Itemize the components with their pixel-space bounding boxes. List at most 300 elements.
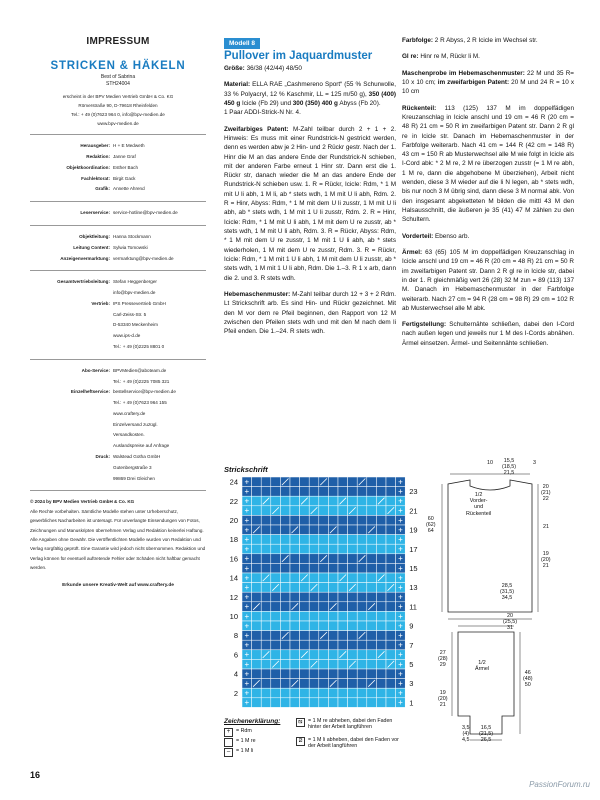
impressum-row (30, 398, 206, 409)
label-line: 21 (439, 702, 446, 709)
legend-title: Zeichenerklärung: (224, 718, 281, 725)
chart-cell (280, 525, 290, 535)
chart-cell (290, 688, 300, 698)
sleeve-label: Ärmel: (402, 248, 423, 256)
chart-cell (376, 611, 386, 621)
impressum-row (30, 232, 206, 243)
two-color-paragraph (224, 125, 396, 283)
chart-cell (348, 554, 358, 564)
sleeve-top-label (503, 613, 517, 632)
edge-stitch-symbol: + (398, 650, 403, 660)
legend-symbol: ⧄ (296, 737, 305, 746)
chart-cell (367, 487, 377, 497)
front-label: Vorderteil: (402, 232, 434, 240)
watermark: PassionForum.ru (529, 780, 590, 789)
impressum-row (30, 254, 206, 265)
edge-stitch-symbol: + (398, 583, 403, 592)
impressum-value[interactable]: service-hotline@bpv-medien.de (113, 210, 178, 216)
impressum-row (30, 141, 206, 152)
chart-cell (252, 535, 262, 545)
chart-cell (376, 583, 386, 593)
chart-cell (271, 698, 281, 708)
chart-cell (328, 477, 338, 487)
chart-cell (280, 544, 290, 554)
impressum-key (30, 331, 113, 342)
chart-row-label: 4 (233, 669, 238, 679)
chart-cell (357, 525, 367, 535)
chart-cell (271, 554, 281, 564)
impressum-key: Vertrieb: (91, 300, 110, 306)
label-line: 16,5 (480, 725, 492, 731)
chart-cell (280, 679, 290, 689)
chart-cell (328, 698, 338, 708)
body-top-right-label: 3 (533, 460, 536, 466)
edge-stitch-symbol: + (244, 506, 250, 516)
chart-cell (309, 496, 319, 506)
chart-cell (290, 659, 300, 669)
legend-item-slip-front (296, 737, 406, 749)
impressum-value: Janne Graf (113, 154, 136, 160)
impressum-value[interactable]: vermarktung@bpv-medien.de (113, 255, 174, 261)
chart-cell (367, 688, 377, 698)
chart-cell (300, 688, 310, 698)
chart-cell (367, 669, 377, 679)
impressum-key: Anzeigenvermarktung: (60, 255, 110, 261)
chart-cell (290, 573, 300, 583)
legend-item-knit (224, 738, 256, 747)
edge-stitch-symbol: + (244, 563, 250, 573)
chart-cell (290, 496, 300, 506)
label-line: 21,5 (503, 470, 515, 477)
instructions-left (224, 64, 396, 343)
chart-cell (280, 640, 290, 650)
edge-stitch-symbol: + (398, 535, 403, 544)
farbfolge-paragraph (402, 36, 574, 45)
size-schematic (410, 462, 580, 752)
finish-label: Fertigstellung: (402, 321, 447, 329)
impressum-row (30, 420, 206, 431)
chart-cell (261, 563, 271, 573)
impressum-value: D-53340 Meckenheim (113, 322, 158, 328)
chart-cell (376, 669, 386, 679)
impressum-key (30, 320, 113, 331)
chart-cell (319, 525, 329, 535)
chart-cell (376, 679, 386, 689)
label-line: (25,5) (503, 619, 518, 626)
chart-cell (261, 554, 271, 564)
abo-list (30, 366, 206, 485)
chart-cell (348, 563, 358, 573)
chart-cell (348, 640, 358, 650)
chart-row-label: 3 (409, 679, 414, 689)
chart-cell (252, 573, 262, 583)
impressum-value[interactable]: BPVMedien@aboteam.de (113, 367, 167, 373)
finish-text: Schulternähte schließen, dabei den I-Cord nach außen legen und jeweils nur 1 M des I-Cords abnähen. Ärmel einsetzen. Ärmel- und Seitennähte schließen. (402, 321, 574, 347)
chart-cell (252, 544, 262, 554)
chart-row-label: 21 (409, 506, 418, 516)
chart-cell (357, 679, 367, 689)
chart-cell (357, 563, 367, 573)
impressum-row (30, 277, 206, 288)
chart-cell (386, 496, 396, 506)
chart-cell (386, 515, 396, 525)
edge-stitch-symbol: + (398, 611, 403, 621)
chart-cell (348, 535, 358, 545)
chart-cell (348, 592, 358, 602)
label-line: 21 (542, 563, 549, 570)
chart-cell (376, 602, 386, 612)
material-amount-1: 350 (400) 450 g (224, 90, 397, 107)
chart-cell (338, 611, 348, 621)
edge-stitch-symbol: + (244, 611, 250, 621)
chart-cell (290, 487, 300, 497)
chart-cell (261, 506, 271, 516)
impressum-value: H + E Medweth (113, 143, 145, 149)
gl-label: Gl re: (402, 53, 419, 61)
chart-cell (357, 535, 367, 545)
chart-cell (300, 477, 310, 487)
chart-cell (357, 544, 367, 554)
chart-cell (376, 535, 386, 545)
chart-cell (290, 592, 300, 602)
farbfolge-label: Farbfolge: (402, 37, 434, 44)
two-color-text: M-Zahl teilbar durch 2 + 1 + 2. Hinweis: Es muss mit einer Rundstrick-N gestrickt werden, denn es werden abw je 2 Hin- und 2 Rückr gestr. Nach der 1. Hinr die M an das andere Ende der Rundstrick-N schieben, mit der anderen Farbe erneut 1 Hinr str. Dann erst die 1. Rückr str, danach wieder die M an das andere Ende der Rundstrick-N schieben usw. 1. R = Rückr, Icicle: Rdm, * 1 M mit U li abh, 1 M li, ab * stets wdh, 1 M mit U li abh, Rdm. 2. R = Hinr, Abyss: Rdm, * 1 M mit dem U li zusstr, 1 M mit U li abh, ab * stets wdh, 1 M mit 1 U li zusstr, Rdm. 2. R = Hinr, Icicle: Rdm, * 1 M mit U li abh, 1 M mit dem U re zusstr, ab * stets wdh, 1 M mit U li abh, Rdm. 3. R = Rückr, Abyss: Rdm, * 1 M mit dem U re zusstr, 1 M mit 1 U li abh, ab * stets wiederholen, 1 M mit dem U re zusstr, Rdm. 3. R = Rückr, Icicle: Rdm, * 1 M mit 1 U li abh, 1 M mit dem U li zusstr, ab * stets wdh, 1 M mit 1 U li abh, Rdm. Die 1.–3. R 1 x arb, dann die 2. und 3. R stets wdh. (224, 125, 396, 282)
chart-cell (252, 583, 262, 593)
explore-link[interactable]: Erkunde unsere Kreativ-Welt auf www.craftery.de (62, 582, 174, 588)
service-list (30, 208, 206, 219)
chart-cell (300, 640, 310, 650)
chart-cell (252, 659, 262, 669)
impressum-value[interactable]: www.craftery.de (113, 410, 146, 416)
impressum-row (30, 288, 206, 299)
impressum (30, 36, 206, 589)
sleeve-bottom-left-label (462, 725, 470, 744)
chart-cell (367, 592, 377, 602)
chart-cell (290, 621, 300, 631)
gl-text: Hinr re M, Rückr li M. (420, 53, 480, 61)
body-bottom-label (500, 583, 514, 602)
impressum-row (30, 208, 206, 219)
impressum-value[interactable]: bestellservice@bpv-medien.de (113, 389, 176, 395)
chart-cell (328, 535, 338, 545)
legend-text: = Rdm (236, 728, 252, 734)
hebe-paragraph (224, 290, 396, 337)
sleeve-paragraph (402, 248, 574, 313)
chart-cell (252, 611, 262, 621)
chart-cell (357, 640, 367, 650)
material-amount-2: 300 (350) 400 g (292, 99, 338, 107)
chart-cell (386, 544, 396, 554)
chart-cell (386, 525, 396, 535)
chart-cell (328, 611, 338, 621)
chart-cell (309, 640, 319, 650)
chart-cell (386, 698, 396, 708)
chart-cell (348, 611, 358, 621)
chart-cell (261, 698, 271, 708)
chart-cell (386, 688, 396, 698)
sleeve-left-bottom-label (438, 690, 448, 709)
body-top-mid-label (502, 458, 516, 477)
chart-cell (280, 621, 290, 631)
chart-cell (338, 554, 348, 564)
chart-cell (271, 477, 281, 487)
edge-stitch-symbol: + (244, 525, 250, 535)
chart-cell (376, 525, 386, 535)
chart-cell (280, 515, 290, 525)
label-line: 4,5 (462, 737, 470, 744)
chart-row-label: 9 (409, 621, 414, 631)
chart-cell (309, 554, 319, 564)
chart-cell (319, 515, 329, 525)
chart-cell (319, 592, 329, 602)
sales-list (30, 277, 206, 352)
chart-cell (280, 650, 290, 660)
impressum-value[interactable]: info@bpv-medien.de (113, 290, 156, 296)
edge-stitch-symbol: + (244, 679, 250, 688)
chart-cell (300, 679, 310, 689)
edge-stitch-symbol: + (244, 640, 250, 650)
chart-row-label: 18 (229, 535, 238, 545)
impressum-value: Tel.: + 49 (0)2225 7085 321 (113, 378, 170, 384)
chart-cell (319, 535, 329, 545)
impressum-row (30, 441, 206, 452)
publisher-block (30, 93, 206, 128)
chart-cell (338, 698, 348, 708)
label-line: 29 (439, 662, 446, 669)
chart-cell (271, 496, 281, 506)
chart-cell (252, 631, 262, 641)
chart-cell (357, 573, 367, 583)
chart-cell (328, 487, 338, 497)
chart-cell (328, 592, 338, 602)
material-text: ELLA RAE „Cashmereno Sport“ (55 % Schurwolle, 33 % Polyacryl, 12 % Kaschmir, LL = 125 m/50 g), (224, 81, 397, 98)
edge-stitch-symbol: + (244, 669, 250, 679)
impressum-key (30, 377, 113, 388)
size-paragraph (224, 64, 396, 73)
label-line: 3,5 (462, 725, 470, 731)
chart-cell (252, 515, 262, 525)
chart-cell (261, 487, 271, 497)
sleeve-bottom-label (479, 725, 493, 744)
label-line: (20) (541, 557, 551, 564)
impressum-key: Einzelheftservice: (70, 389, 110, 395)
legend-item-purl (224, 748, 253, 757)
chart-cell (290, 631, 300, 641)
impressum-key (30, 409, 113, 420)
legend-text: = 1 M re abheben, dabei den Faden hinter der Arbeit langführen (308, 718, 393, 731)
back-paragraph (402, 104, 574, 225)
chart-cell (348, 621, 358, 631)
edge-stitch-symbol: + (244, 659, 250, 669)
copyright-title: © 2024 by BPV Medien Vertrieb GmbH & Co. KG (30, 499, 135, 505)
impressum-value: Tel.: + 49 (0)7623 964 155 (113, 400, 167, 406)
chart-cell (367, 506, 377, 516)
legend-text: = 1 M li (236, 748, 254, 754)
edge-stitch-symbol: + (244, 515, 250, 525)
chart-cell (338, 506, 348, 516)
impressum-value: Walstead Gotha GmbH (113, 454, 161, 459)
chart-cell (386, 563, 396, 573)
chart-cell (367, 640, 377, 650)
edge-stitch-symbol: + (398, 573, 403, 583)
page-number: 16 (30, 770, 41, 780)
chart-cell (348, 477, 358, 487)
chart-cell (386, 487, 396, 497)
impressum-row (30, 174, 206, 185)
label-line: 27 (439, 650, 446, 656)
impressum-value: Sylwia Tomowski (113, 244, 148, 250)
chart-cell (357, 698, 367, 708)
chart-cell (357, 659, 367, 669)
gauge-patent: im zweifarbigen Patent: (437, 78, 510, 86)
chart-cell (309, 669, 319, 679)
chart-cell (271, 679, 281, 689)
chart-cell (376, 698, 386, 708)
chart-cell (271, 621, 281, 631)
chart-cell (309, 631, 319, 641)
edge-stitch-symbol: + (398, 554, 403, 564)
sleeve-left-label (438, 650, 448, 669)
chart-cell (290, 544, 300, 554)
label-line: (62) (426, 522, 436, 529)
chart-cell (348, 515, 358, 525)
chart-cell (338, 621, 348, 631)
chart-cell (386, 640, 396, 650)
chart-cell (328, 506, 338, 516)
chart-cell (367, 515, 377, 525)
chart-cell (261, 535, 271, 545)
label-line: (21) (541, 490, 551, 497)
impressum-value: Carl-Zeiss-Str. 5 (113, 311, 147, 317)
chart-cell (328, 544, 338, 554)
chart-cell (280, 506, 290, 516)
chart-cell (367, 554, 377, 564)
divider (30, 225, 206, 226)
impressum-row (30, 409, 206, 420)
label-line: (21,5) (479, 731, 494, 738)
chart-cell (319, 669, 329, 679)
impressum-key (30, 463, 113, 474)
impressum-value: Stefan Heggenberger (113, 279, 157, 285)
impressum-row (30, 474, 206, 485)
chart-cell (319, 544, 329, 554)
edge-stitch-symbol: + (398, 602, 403, 612)
chart-cell (348, 573, 358, 583)
impressum-row (30, 463, 206, 474)
chart-row-label: 14 (229, 573, 238, 583)
divider (30, 134, 206, 135)
edge-stitch-symbol: + (244, 496, 250, 506)
label-line: 60 (427, 516, 434, 522)
impressum-value: Annette Ahrend (113, 186, 145, 192)
chart-cell (300, 698, 310, 708)
impressum-row (30, 152, 206, 163)
edge-stitch-symbol: + (244, 477, 250, 487)
chart-cell (338, 602, 348, 612)
chart-cell (328, 573, 338, 583)
chart-row-label: 12 (229, 592, 238, 602)
chart-cell (348, 525, 358, 535)
chart-cell (309, 650, 319, 660)
impressum-value[interactable]: www.ips-d.de (113, 333, 141, 339)
chart-cell (309, 544, 319, 554)
edge-stitch-symbol: + (398, 515, 403, 525)
chart-cell (280, 592, 290, 602)
chart-cell (271, 650, 281, 660)
chart-cell (271, 487, 281, 497)
body-right-mid-label: 21 (543, 524, 549, 530)
chart-cell (328, 631, 338, 641)
chart-cell (386, 669, 396, 679)
hebe-text: M-Zahl teilbar durch 12 + 3 + 2 Rdm. Lt Strickschrift arb. Es sind Hin- und Rückr gezeichnet. Mit den M vor dem re Pfeil beginnen, den Rapport von 12 M zwischen den Pfeilen stets wdh und mit den M nach dem li Pfeil enden. Die 1.–24. R stets wdh. (224, 290, 396, 336)
chart-cell (348, 698, 358, 708)
sleeve-text: 63 (65) 105 M im doppelfädigen Kreuzanschlag in Icicle anschl und 19 cm = 46 R (20 cm = 48 R) 21 cm = 50 R im zweifarbigen Patent str. Dann 2 R gl re in Icicle str, dabei in der 1. R gleichmäßig vert 26 (28) 32 M zun = 89 (113) 137 M. Danach im Hebemaschenmuster in der Farbfolge weiterarb. Nach 27 cm = 94 R (28 cm = 98 R) 29 cm = 102 R ab Musterwechsel alle M abk. (402, 248, 574, 312)
impressum-key (30, 310, 113, 321)
chart-cell (300, 525, 310, 535)
hebe-label: Hebemaschenmuster: (224, 290, 291, 298)
chart-cell (357, 688, 367, 698)
chart-cell (376, 621, 386, 631)
edge-stitch-symbol: + (244, 688, 250, 698)
divider (30, 490, 206, 491)
chart-cell (261, 679, 271, 689)
chart-cell (376, 506, 386, 516)
edge-stitch-symbol: + (398, 563, 403, 573)
staff-list (30, 141, 206, 195)
chart-row-label: 1 (409, 698, 414, 708)
chart-cell (367, 496, 377, 506)
chart-cell (338, 515, 348, 525)
chart-cell (319, 650, 329, 660)
chart-cell (338, 525, 348, 535)
copyright-text: Alle Rechte vorbehalten. Sämtliche Modelle stehen unter Urheberschutz, gewerbliches Nacharbeiten ist untersagt. Für unverlangte Einsendungen von Fotos, Zeichnungen und Manuskripten übernehmen Verlag und Redaktion keinerlei Haftung. Alle Angaben ohne Gewähr. Die veröffentlichten Modelle wurden von Redaktion und Verlag sorgfältig geprüft. Eine Garantie wird jedoch nicht übernommen. Redaktion und Verlag können für eventuell auftretende Fehler oder Schäden nicht haftbar gemacht werden. (30, 508, 206, 571)
chart-cell (309, 573, 319, 583)
chart-cell (367, 583, 377, 593)
chart-cell (319, 621, 329, 631)
edge-stitch-symbol: + (398, 659, 403, 669)
chart-cell (271, 544, 281, 554)
impressum-row (30, 320, 206, 331)
chart-cell (348, 631, 358, 641)
chart-cell (261, 477, 271, 487)
chart-cell (328, 621, 338, 631)
chart-cell (252, 669, 262, 679)
impressum-key: Objektleitung: (79, 233, 110, 239)
chart-cell (376, 631, 386, 641)
edge-stitch-symbol: + (244, 592, 250, 602)
chart-cell (319, 659, 329, 669)
chart-cell (271, 611, 281, 621)
label-line: 19 (439, 690, 446, 696)
front-text: Ebenso arb. (435, 232, 470, 240)
chart-cell (280, 563, 290, 573)
impressum-row (30, 163, 206, 174)
publisher-line[interactable]: Tel.: + 49 (0)7623 964 0, info@bpv-medien.de (71, 111, 165, 117)
chart-cell (261, 640, 271, 650)
gauge-paragraph (402, 69, 574, 97)
impressum-key: Objektkoordination: (66, 164, 110, 170)
chart-cell (271, 563, 281, 573)
chart-cell (271, 631, 281, 641)
chart-cell (252, 650, 262, 660)
chart-cell (386, 621, 396, 631)
impressum-value: Einzelversand zuzügl. (113, 421, 158, 427)
chart-cell (300, 659, 310, 669)
chart-cell (348, 496, 358, 506)
publisher-line[interactable]: www.bpv-medien.de (97, 120, 139, 126)
chart-cell (252, 640, 262, 650)
chart-cell (348, 544, 358, 554)
